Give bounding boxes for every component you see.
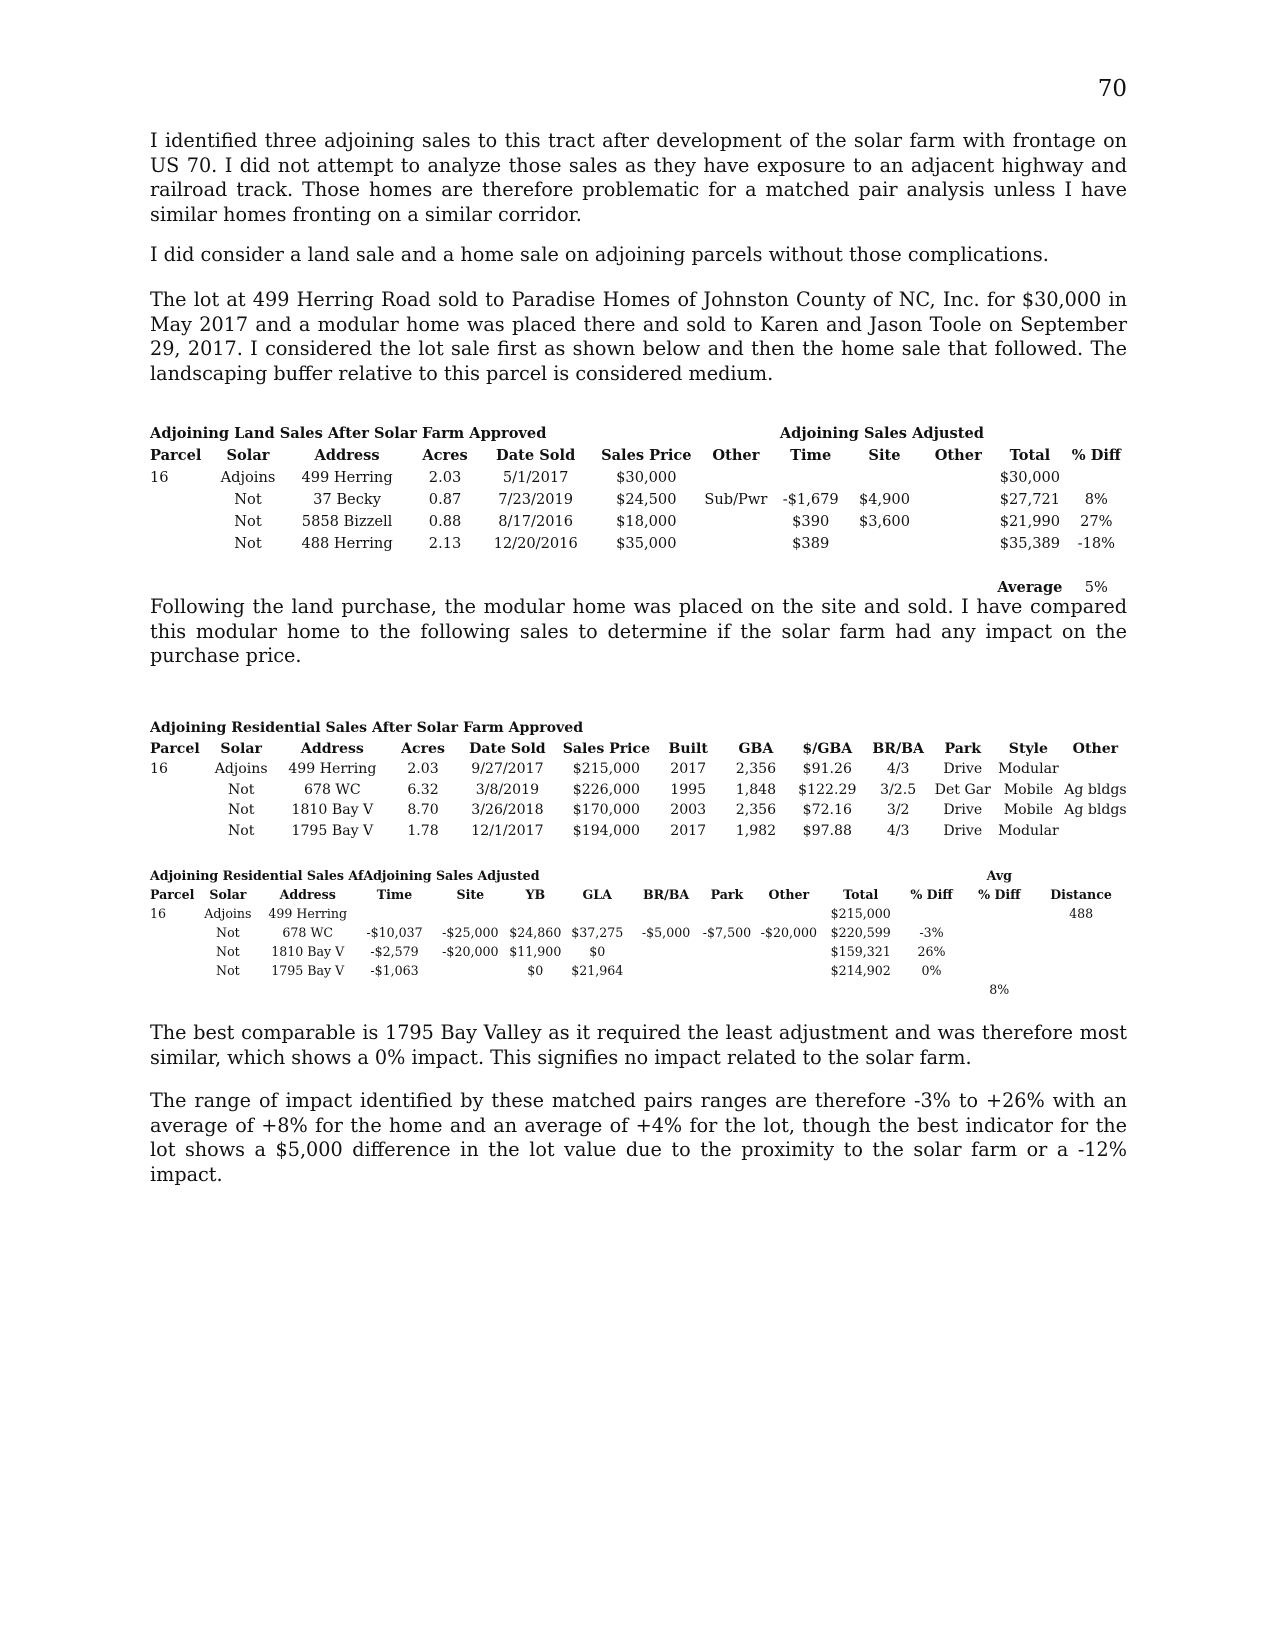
table-header: Site <box>868 446 901 464</box>
table-cell <box>755 961 823 980</box>
table-cell: 16 <box>150 468 169 486</box>
table-cell: -$1,063 <box>370 963 419 978</box>
table-cell: 0% <box>921 963 942 978</box>
table-cell: Not <box>227 822 255 839</box>
table-cell: $3,600 <box>858 512 911 530</box>
table-cell: $35,389 <box>999 534 1061 552</box>
paragraph-modular-home: Following the land purchase, the modular home was placed on the site and sold. I have compared this modular home to the following sales to determine if the solar farm had any impact on the purchase price. <box>150 595 1127 667</box>
table-header: Sales Price <box>562 740 651 757</box>
table-cell: $226,000 <box>572 781 641 798</box>
table-cell: Not <box>234 512 262 530</box>
table-cell: 27% <box>1080 512 1113 530</box>
table-row <box>150 961 1128 980</box>
table-header: Solar <box>209 887 247 902</box>
land-table-title: Adjoining Land Sales After Solar Farm Approved <box>150 424 547 442</box>
table-cell: $0 <box>589 944 606 959</box>
table-row <box>150 532 1128 554</box>
table-header: % Diff <box>1071 446 1121 464</box>
table-cell <box>1034 923 1128 942</box>
table-header: YB <box>525 887 546 902</box>
table-cell: 678 WC <box>304 781 361 798</box>
table-cell <box>561 904 633 923</box>
table-cell: 499 Herring <box>301 468 393 486</box>
table-cell: 488 <box>1069 906 1094 921</box>
paragraph-best-comparable: The best comparable is 1795 Bay Valley as it required the least adjustment and was therefore most similar, which shows a 0% impact. This signifies no impact related to the solar farm. <box>150 1021 1127 1069</box>
table-cell: Modular <box>998 761 1059 778</box>
table-cell: 26% <box>917 944 946 959</box>
table-cell: -$10,037 <box>366 925 423 940</box>
table-cell <box>899 904 965 923</box>
adjusted-table-title-row <box>150 866 1128 885</box>
table-cell <box>1034 942 1128 961</box>
table-cell: 0.88 <box>428 512 462 530</box>
table-header: Acres <box>422 446 468 464</box>
average-value: 8% <box>989 982 1010 997</box>
table-cell <box>755 942 823 961</box>
table-cell: Not <box>227 802 255 819</box>
table-cell: 1810 Bay V <box>291 802 374 819</box>
table-cell: 0.87 <box>428 490 462 508</box>
table-cell: 1.78 <box>407 822 439 839</box>
table-cell <box>848 466 922 488</box>
table-cell <box>150 532 215 554</box>
table-cell: $97.88 <box>802 822 852 839</box>
table-cell: 37 Becky <box>313 490 381 508</box>
table-cell: 1995 <box>670 781 707 798</box>
table-cell: 5858 Bizzell <box>301 512 393 530</box>
table-cell: $122.29 <box>798 781 857 798</box>
average-value: 5% <box>1084 578 1108 596</box>
table-cell <box>755 904 823 923</box>
table-cell: Not <box>234 534 262 552</box>
table-header: Other <box>712 446 760 464</box>
table-cell: 2,356 <box>735 802 777 819</box>
table-cell: $30,000 <box>999 468 1061 486</box>
table-cell: $21,964 <box>571 963 624 978</box>
table-cell: -$2,579 <box>370 944 419 959</box>
table-cell: 9/27/2017 <box>471 761 544 778</box>
table-header: Acres <box>401 740 445 757</box>
table-row <box>150 488 1128 510</box>
table-cell <box>964 942 1034 961</box>
table-cell <box>150 800 207 821</box>
table-row <box>150 466 1128 488</box>
adjusted-table-header-row <box>150 885 1128 904</box>
average-label: Average <box>997 578 1063 596</box>
table-cell <box>921 466 995 488</box>
table-cell: -$7,500 <box>702 925 752 940</box>
table-cell: $91.26 <box>802 761 852 778</box>
table-cell <box>1063 759 1128 780</box>
table-cell: Ag bldgs <box>1064 802 1127 819</box>
table-row <box>150 510 1128 532</box>
paragraph-land-and-home-sale: I did consider a land sale and a home sale on adjoining parcels without those complications. <box>150 243 1049 266</box>
table-cell <box>848 532 922 554</box>
table-header: GBA <box>738 740 774 757</box>
residential-table-title: Adjoining Residential Sales After Solar Farm Approved <box>150 720 584 737</box>
table-cell <box>698 510 774 532</box>
table-header: Solar <box>220 740 262 757</box>
table-cell <box>921 488 995 510</box>
table-header: BR/BA <box>872 740 924 757</box>
table-cell: $215,000 <box>830 906 891 921</box>
table-cell: 8.70 <box>407 802 439 819</box>
table-header: Other <box>1072 740 1119 757</box>
table-cell <box>150 780 207 801</box>
table-header: Distance <box>1050 887 1112 902</box>
table-cell: $390 <box>792 512 830 530</box>
table-row <box>150 942 1128 961</box>
table-cell <box>1034 961 1128 980</box>
table-cell: -$1,679 <box>782 490 839 508</box>
table-header: Parcel <box>150 740 200 757</box>
table-row <box>150 800 1128 821</box>
table-cell: $214,902 <box>830 963 891 978</box>
land-table-title-row <box>150 422 1128 444</box>
table-header: Time <box>790 446 832 464</box>
table-header: Total <box>843 887 879 902</box>
table-cell <box>633 942 699 961</box>
table-cell: 5/1/2017 <box>502 468 569 486</box>
table-cell: 3/2.5 <box>880 781 917 798</box>
land-sales-table <box>150 422 1128 598</box>
table-cell: $30,000 <box>616 468 677 486</box>
table-cell: 2017 <box>670 761 707 778</box>
table-header: Site <box>456 887 485 902</box>
paragraph-herring-road-lot: The lot at 499 Herring Road sold to Paradise Homes of Johnston County of NC, Inc. for $30,000 in May 2017 and a modular home was placed there and sold to Karen and Jason Toole on September 29, 2017. I considered the lot sale first as shown below and then the home sale that followed. The landscaping buffer relative to this parcel is considered medium. <box>150 288 1127 385</box>
table-cell: $27,721 <box>999 490 1061 508</box>
table-row <box>150 904 1128 923</box>
table-cell <box>509 904 561 923</box>
table-cell: 12/20/2016 <box>493 534 578 552</box>
table-cell <box>150 488 215 510</box>
table-cell <box>150 942 198 961</box>
table-cell: $24,860 <box>509 925 562 940</box>
table-cell <box>633 904 699 923</box>
table-cell: $11,900 <box>509 944 562 959</box>
table-cell: Not <box>234 490 262 508</box>
table-cell: Adjoins <box>204 906 252 921</box>
avg-label: Avg <box>986 868 1012 883</box>
table-cell: Not <box>216 925 240 940</box>
table-cell: -3% <box>919 925 944 940</box>
table-header: Built <box>668 740 708 757</box>
table-header: Total <box>1009 446 1051 464</box>
page-number: 70 <box>1097 76 1127 102</box>
table-cell: Sub/Pwr <box>704 490 768 508</box>
table-cell: -$20,000 <box>442 944 499 959</box>
table-cell <box>964 904 1034 923</box>
table-row <box>150 821 1128 842</box>
table-cell <box>358 904 432 923</box>
table-cell: 1795 Bay V <box>291 822 374 839</box>
table-cell: $194,000 <box>572 822 641 839</box>
table-header: Parcel <box>150 887 195 902</box>
table-cell <box>150 923 198 942</box>
table-cell: 2.03 <box>407 761 439 778</box>
residential-sales-table <box>150 718 1128 841</box>
table-header: Other <box>768 887 810 902</box>
residential-table-header-row <box>150 739 1128 760</box>
table-header: Address <box>314 446 380 464</box>
table-cell: -$5,000 <box>641 925 691 940</box>
table-cell <box>699 961 755 980</box>
table-cell <box>774 466 848 488</box>
table-cell <box>150 821 207 842</box>
table-cell <box>921 510 995 532</box>
land-table-adjusted-title: Adjoining Sales Adjusted <box>779 424 984 442</box>
table-row <box>150 759 1128 780</box>
table-cell: Adjoins <box>220 468 276 486</box>
table-cell: Adjoins <box>214 761 268 778</box>
table-cell: 2.03 <box>428 468 462 486</box>
table-cell: Modular <box>998 822 1059 839</box>
table-cell: 2.13 <box>428 534 462 552</box>
table-header: Solar <box>226 446 270 464</box>
table-cell: 1810 Bay V <box>271 944 345 959</box>
table-cell: 3/26/2018 <box>471 802 544 819</box>
table-cell: 16 <box>150 906 167 921</box>
table-cell: Ag bldgs <box>1064 781 1127 798</box>
table-header: Parcel <box>150 446 202 464</box>
table-cell: Not <box>216 944 240 959</box>
table-cell: 6.32 <box>407 781 439 798</box>
paragraph-range-of-impact: The range of impact identified by these matched pairs ranges are therefore -3% to +26% with an average of +8% for the home and an average of +4% for the lot, though the best indicator for the lot shows a $5,000 difference in the lot value due to the proximity to the solar farm or a -12% impact. <box>150 1089 1127 1186</box>
table-cell <box>964 923 1034 942</box>
table-cell: -$25,000 <box>442 925 499 940</box>
table-cell: $215,000 <box>572 761 641 778</box>
table-cell: 4/3 <box>886 822 910 839</box>
table-row <box>150 780 1128 801</box>
table-cell <box>431 961 509 980</box>
table-cell <box>698 466 774 488</box>
table-cell: 3/2 <box>886 802 910 819</box>
table-cell <box>431 904 509 923</box>
table-cell: $220,599 <box>830 925 891 940</box>
table-cell: 499 Herring <box>268 906 348 921</box>
table-cell: $24,500 <box>616 490 677 508</box>
table-header: Park <box>710 887 744 902</box>
table-header: Other <box>934 446 982 464</box>
table-cell: 8/17/2016 <box>498 512 574 530</box>
table-cell <box>964 961 1034 980</box>
adjusted-table-title: Adjoining Residential Sales AfAdjoining Sales Adjusted <box>150 868 540 883</box>
table-cell: 2017 <box>670 822 707 839</box>
table-cell: Mobile <box>1003 781 1054 798</box>
table-cell: 7/23/2019 <box>498 490 574 508</box>
table-cell: $170,000 <box>572 802 641 819</box>
table-header: Date Sold <box>496 446 576 464</box>
table-cell <box>699 942 755 961</box>
table-cell: 1795 Bay V <box>271 963 345 978</box>
table-header: Address <box>300 740 364 757</box>
table-cell: 8% <box>1084 490 1108 508</box>
table-cell: $72.16 <box>802 802 852 819</box>
table-cell: $35,000 <box>616 534 677 552</box>
table-cell: Det Gar <box>934 781 991 798</box>
table-cell: 16 <box>150 761 168 778</box>
table-cell: 488 Herring <box>301 534 393 552</box>
residential-table-title-row <box>150 718 1128 739</box>
table-cell <box>150 510 215 532</box>
table-cell: $389 <box>792 534 830 552</box>
table-header: Address <box>279 887 336 902</box>
table-cell: 499 Herring <box>288 761 377 778</box>
table-header: Date Sold <box>469 740 546 757</box>
table-cell <box>698 532 774 554</box>
table-cell: Mobile <box>1003 802 1054 819</box>
table-cell: Not <box>216 963 240 978</box>
table-cell <box>633 961 699 980</box>
table-cell <box>1063 821 1128 842</box>
table-row <box>150 923 1128 942</box>
table-cell: 4/3 <box>886 761 910 778</box>
table-cell: 2003 <box>670 802 707 819</box>
table-header: Park <box>944 740 982 757</box>
table-cell: -$20,000 <box>760 925 818 940</box>
paragraph-adjoining-sales: I identified three adjoining sales to this tract after development of the solar farm with frontage on US 70. I did not attempt to analyze those sales as they have exposure to an adjacent highway and railroad track. Those homes are therefore problematic for a matched pair analysis unless I have similar homes fronting on a similar corridor. <box>150 129 1127 226</box>
table-cell: $159,321 <box>830 944 891 959</box>
table-header: $/GBA <box>802 740 853 757</box>
table-cell: -18% <box>1077 534 1116 552</box>
table-cell: 12/1/2017 <box>471 822 544 839</box>
table-header: Sales Price <box>601 446 692 464</box>
table-header: BR/BA <box>643 887 690 902</box>
table-header: GLA <box>582 887 612 902</box>
table-cell <box>921 532 995 554</box>
table-cell: 1,848 <box>735 781 777 798</box>
table-cell: Not <box>227 781 255 798</box>
table-header: % Diff <box>978 887 1021 902</box>
table-cell: Drive <box>943 802 983 819</box>
table-header: Style <box>1008 740 1048 757</box>
table-cell: $18,000 <box>616 512 677 530</box>
table-header: Time <box>376 887 413 902</box>
table-cell: 678 WC <box>282 925 334 940</box>
table-header: % Diff <box>910 887 953 902</box>
adjusted-sales-table <box>150 866 1128 999</box>
table-cell <box>150 961 198 980</box>
table-cell: $21,990 <box>999 512 1061 530</box>
table-cell: 1,982 <box>735 822 777 839</box>
table-cell <box>1065 466 1128 488</box>
table-cell: $0 <box>527 963 544 978</box>
table-cell: 3/8/2019 <box>475 781 540 798</box>
table-cell <box>699 904 755 923</box>
land-table-header-row <box>150 444 1128 466</box>
adjusted-table-average-row <box>150 980 1128 999</box>
table-cell: 2,356 <box>735 761 777 778</box>
table-cell: $4,900 <box>858 490 911 508</box>
table-cell: $37,275 <box>571 925 624 940</box>
table-cell: Drive <box>943 761 983 778</box>
table-cell: Drive <box>943 822 983 839</box>
